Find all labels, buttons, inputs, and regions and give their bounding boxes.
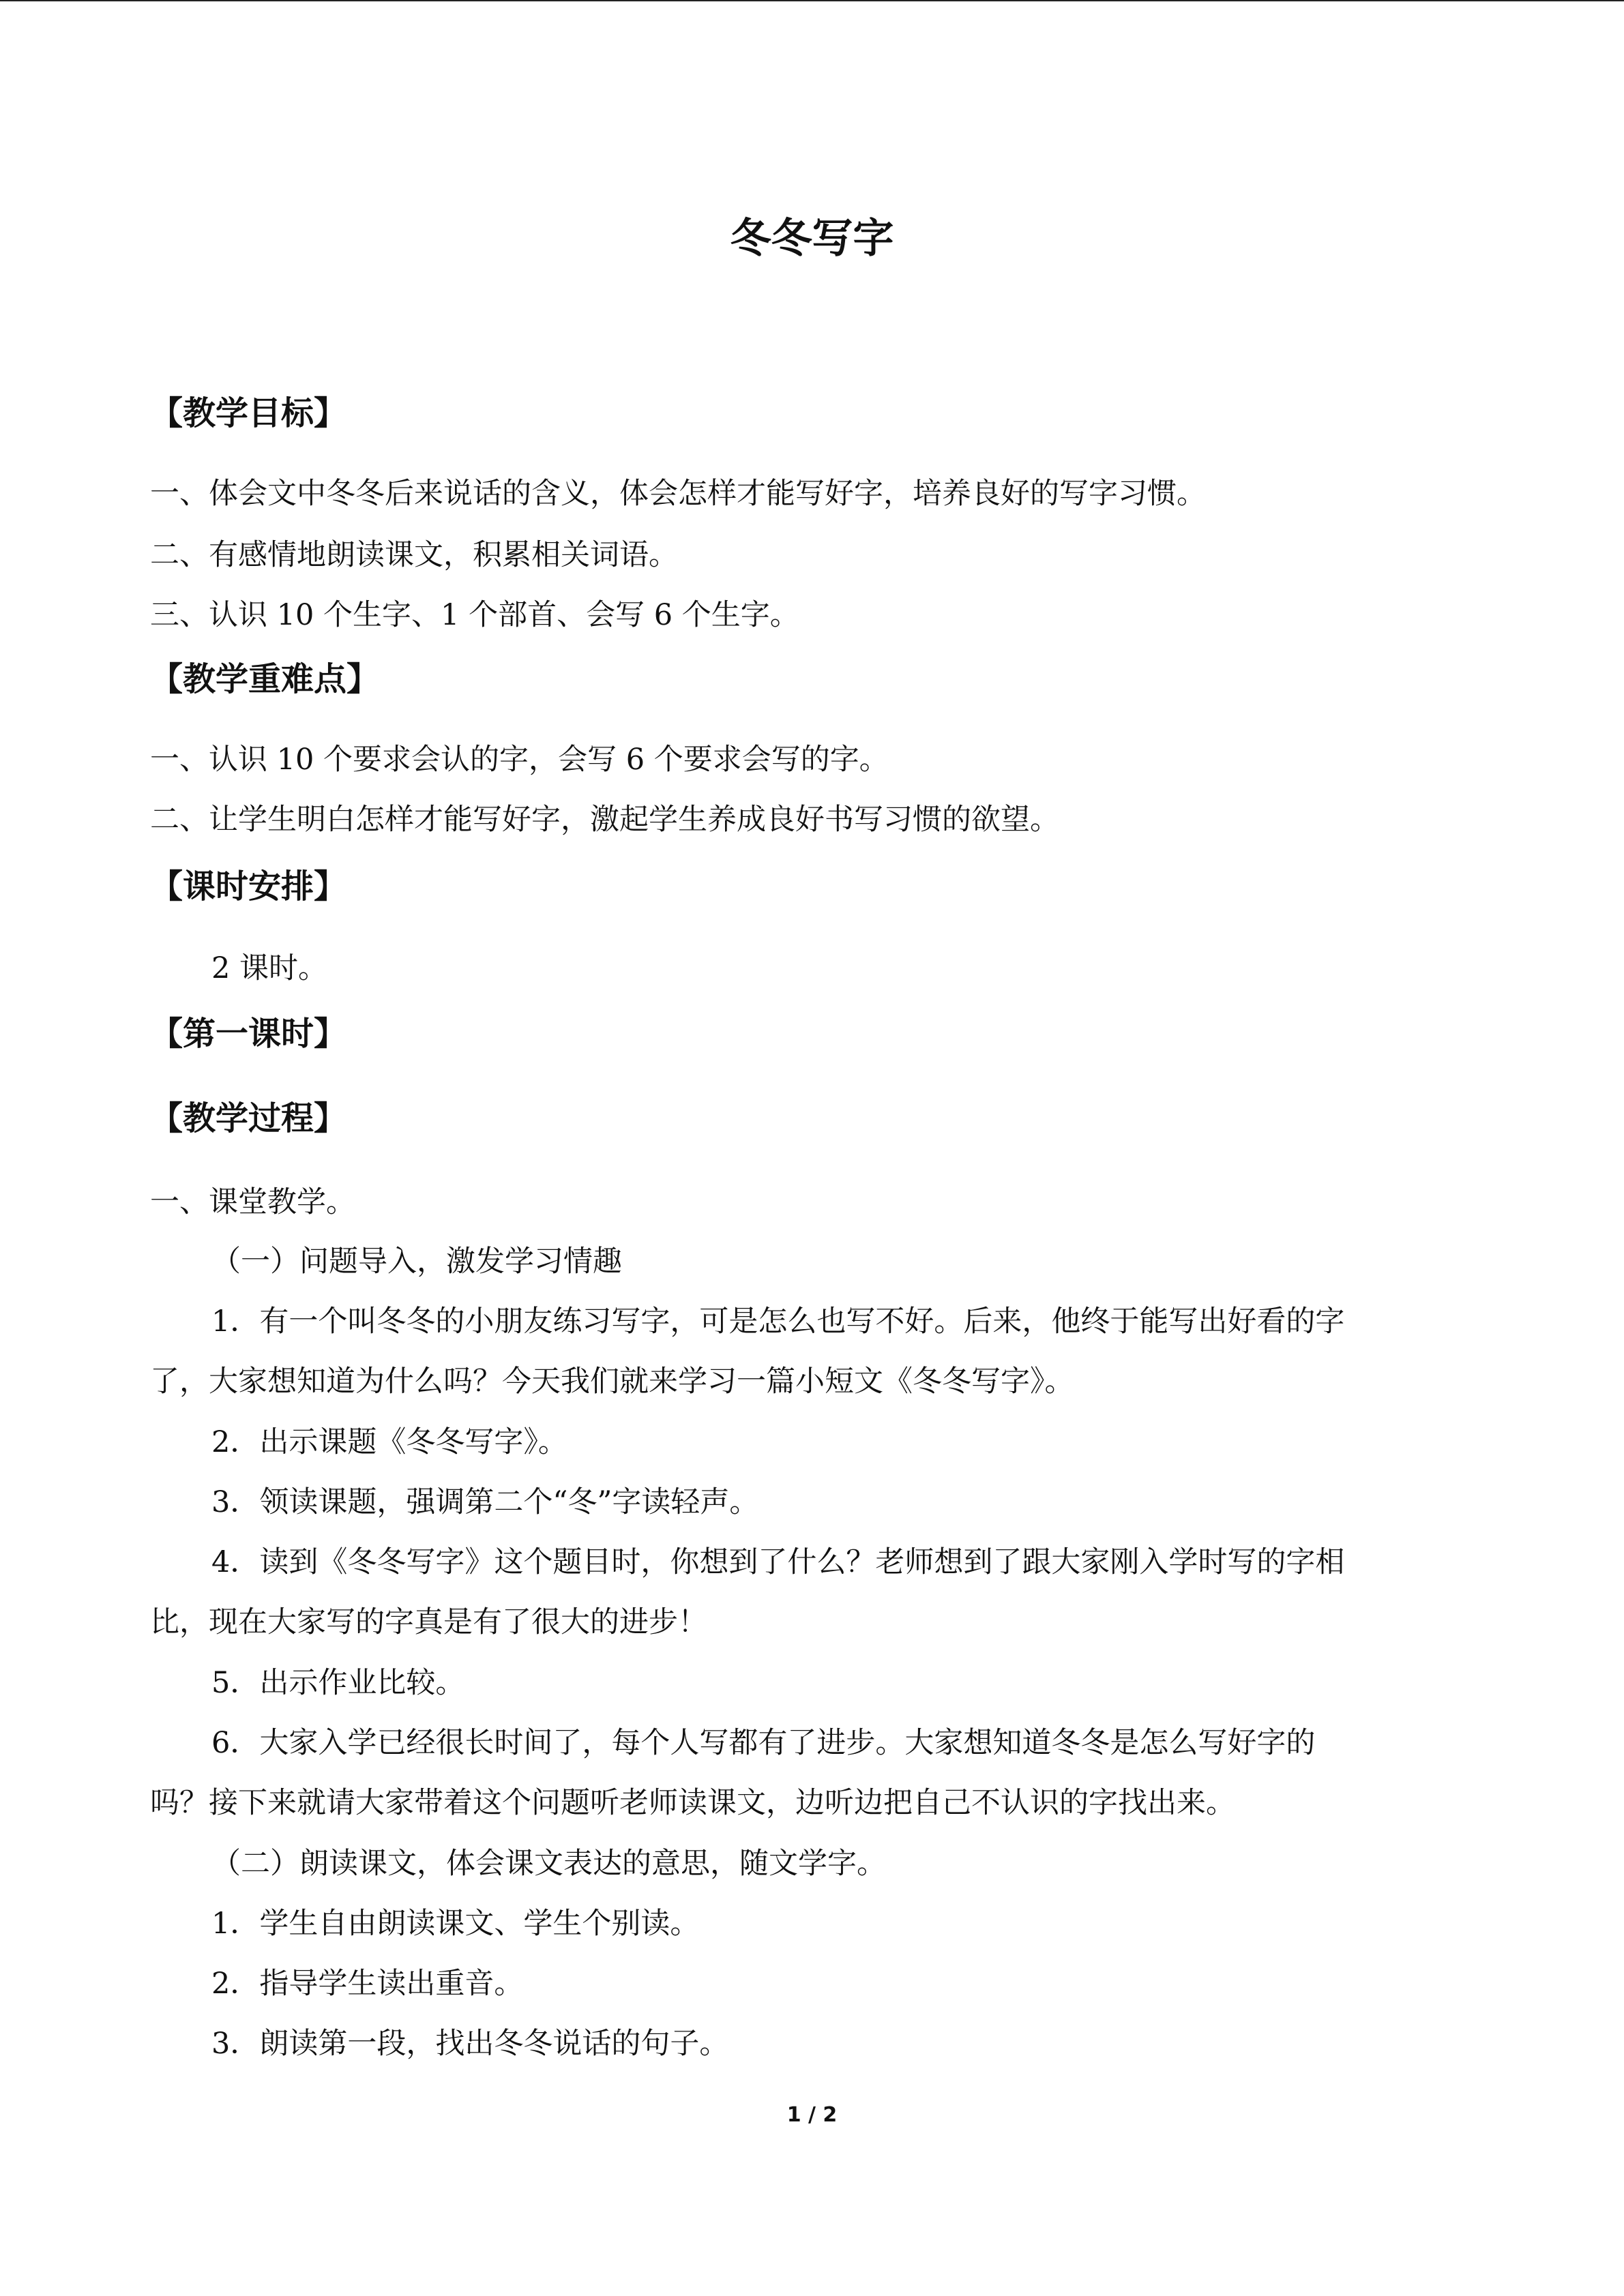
heading-process: 【教学过程】 [150,1099,347,1137]
heading-objectives: 【教学目标】 [150,394,347,432]
top-border-line [0,0,1624,1]
process-sub-2-step-2: 2．指导学生读出重音。 [211,1967,524,2001]
objective-item-1: 一、体会文中冬冬后来说话的含义，体会怎样才能写好字，培养良好的写字习惯。 [150,477,1206,511]
process-sub-1: （一）问题导入，激发学习情趣 [211,1244,622,1279]
process-part-1: 一、课堂教学。 [150,1185,355,1219]
process-step-2: 2．出示课题《冬冬写字》。 [211,1425,567,1459]
process-step-4-line-1: 4．读到《冬冬写字》这个题目时，你想到了什么？老师想到了跟大家刚入学时写的字相 [211,1545,1345,1579]
objective-item-2: 二、有感情地朗读课文，积累相关词语。 [150,538,678,572]
process-step-6-line-2: 吗？接下来就请大家带着这个问题听老师读课文，边听边把自己不认识的字找出来。 [150,1786,1235,1820]
process-step-3: 3．领读课题，强调第二个“冬”字读轻声。 [211,1485,759,1519]
key-point-item-1: 一、认识 10 个要求会认的字，会写 6 个要求会写的字。 [150,743,889,777]
process-step-4-line-2: 比，现在大家写的字真是有了很大的进步！ [150,1605,707,1639]
process-step-6-line-1: 6．大家入学已经很长时间了，每个人写都有了进步。大家想知道冬冬是怎么写好字的 [211,1726,1316,1760]
document-title: 冬冬写字 [730,215,894,263]
schedule-text: 2 课时。 [211,951,328,985]
heading-key-points: 【教学重难点】 [150,660,380,698]
page-number: 1 / 2 [786,2103,838,2127]
process-step-5: 5．出示作业比较。 [211,1666,465,1700]
heading-lesson-1: 【第一课时】 [150,1015,347,1053]
process-sub-2-step-1: 1．学生自由朗读课文、学生个别读。 [211,1907,700,1941]
process-sub-2-step-3: 3．朗读第一段，找出冬冬说话的句子。 [211,2027,729,2061]
process-step-1-line-2: 了，大家想知道为什么吗？今天我们就来学习一篇小短文《冬冬写字》。 [150,1365,1074,1399]
objective-item-3: 三、认识 10 个生字、1 个部首、会写 6 个生字。 [150,598,799,632]
key-point-item-2: 二、让学生明白怎样才能写好字，激起学生养成良好书写习惯的欲望。 [150,803,1059,837]
process-step-1-line-1: 1．有一个叫冬冬的小朋友练习写字，可是怎么也写不好。后来，他终于能写出好看的字 [211,1304,1345,1339]
process-sub-2: （二）朗读课文，体会课文表达的意思，随文学字。 [211,1847,886,1881]
heading-schedule: 【课时安排】 [150,867,347,906]
